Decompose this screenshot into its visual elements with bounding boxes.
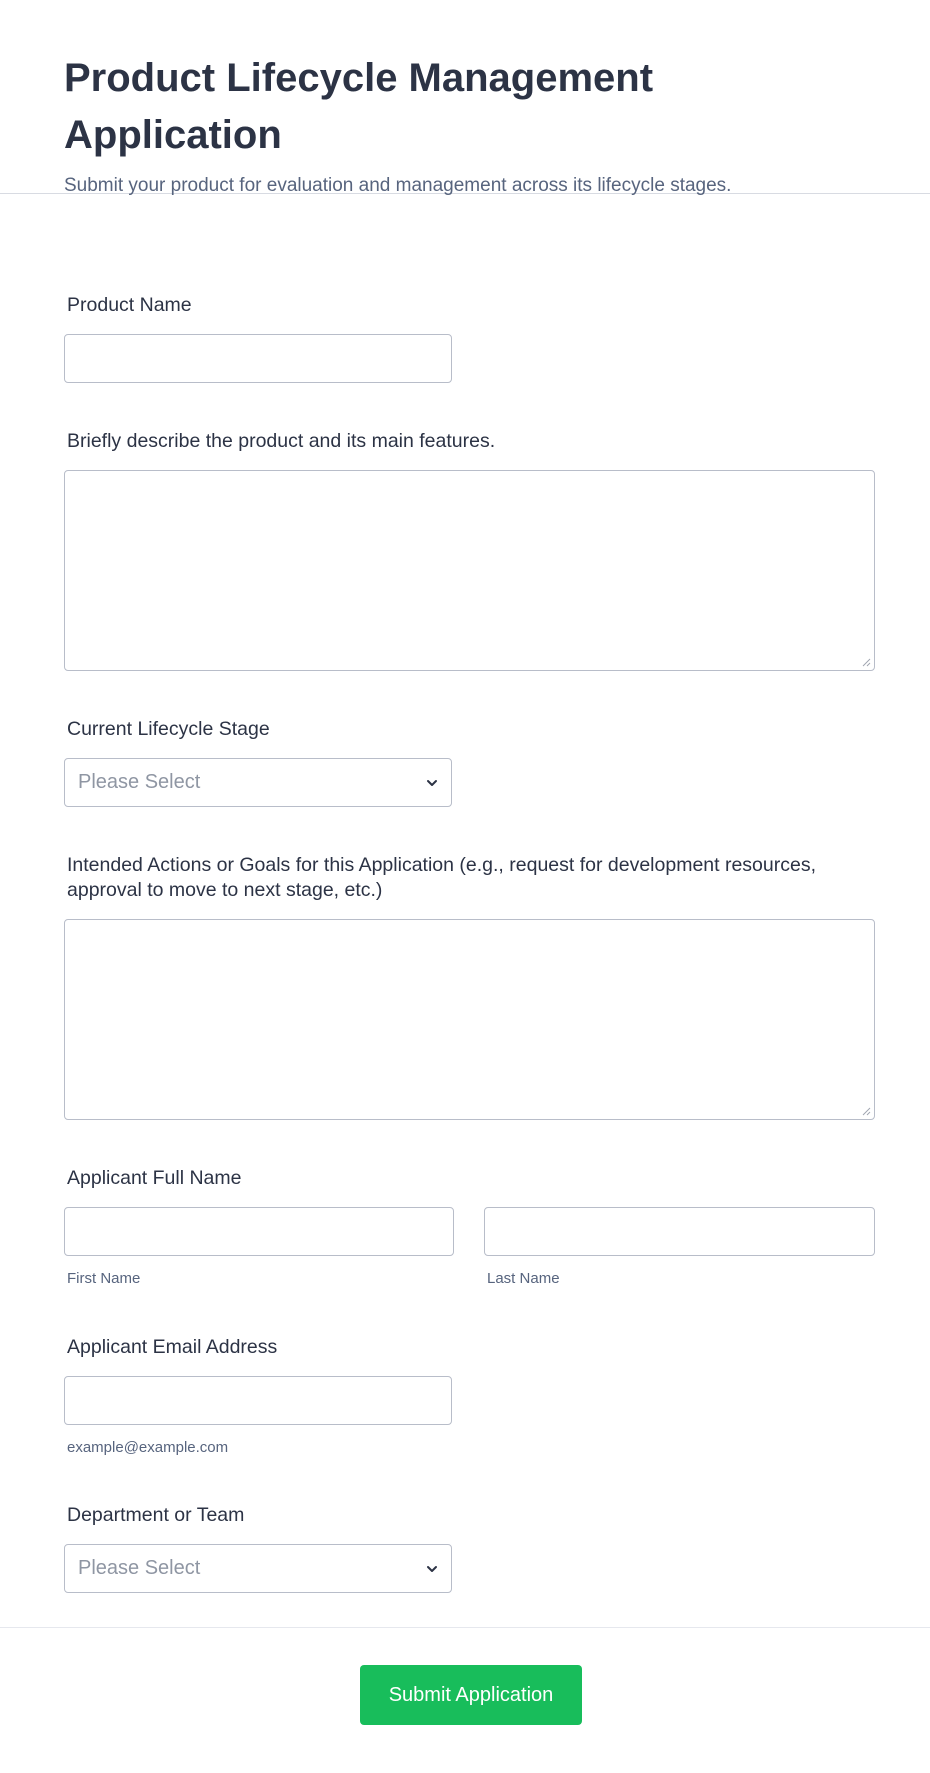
chevron-down-icon (425, 776, 439, 790)
resize-grip-icon[interactable] (862, 1107, 871, 1116)
lifecycle-stage-placeholder: Please Select (78, 771, 201, 793)
footer-divider (0, 1627, 930, 1628)
form-subtitle: Submit your product for evaluation and management across its lifecycle stages. (64, 175, 732, 196)
email-field (64, 1335, 452, 1456)
last-name-sublabel: Last Name (487, 1270, 560, 1287)
lifecycle-stage-select[interactable] (64, 758, 452, 807)
intended-actions-label: Intended Actions or Goals for this Application (e.g., request for development resources, approval to move to next stage, etc.) (67, 854, 816, 901)
description-field (64, 429, 875, 671)
form-title: Product Lifecycle Management Application (64, 56, 654, 157)
applicant-name-field (64, 1166, 875, 1287)
intended-actions-textarea[interactable] (64, 919, 875, 1120)
last-name-group (484, 1207, 875, 1287)
description-label: Briefly describe the product and its main features. (67, 430, 496, 452)
chevron-down-icon (425, 1562, 439, 1576)
product-name-label: Product Name (67, 294, 192, 316)
first-name-input[interactable] (64, 1207, 454, 1256)
department-select[interactable] (64, 1544, 452, 1593)
department-field (64, 1503, 452, 1593)
email-input[interactable] (64, 1376, 452, 1425)
department-placeholder: Please Select (78, 1557, 201, 1579)
form-header (0, 0, 930, 194)
product-name-field (64, 293, 452, 383)
intended-actions-field (64, 853, 875, 1120)
first-name-sublabel: First Name (67, 1270, 141, 1287)
email-sublabel: example@example.com (67, 1439, 229, 1456)
lifecycle-stage-label: Current Lifecycle Stage (67, 718, 270, 740)
submit-button[interactable]: Submit Application (360, 1665, 582, 1725)
lifecycle-stage-field (64, 717, 452, 807)
first-name-group (64, 1207, 454, 1287)
department-label: Department or Team (67, 1504, 245, 1526)
description-textarea[interactable] (64, 470, 875, 671)
resize-grip-icon[interactable] (862, 658, 871, 667)
applicant-name-label: Applicant Full Name (67, 1167, 242, 1189)
name-inputs-row (64, 1207, 875, 1287)
email-label: Applicant Email Address (67, 1336, 278, 1358)
product-name-input[interactable] (64, 334, 452, 383)
last-name-input[interactable] (484, 1207, 875, 1256)
